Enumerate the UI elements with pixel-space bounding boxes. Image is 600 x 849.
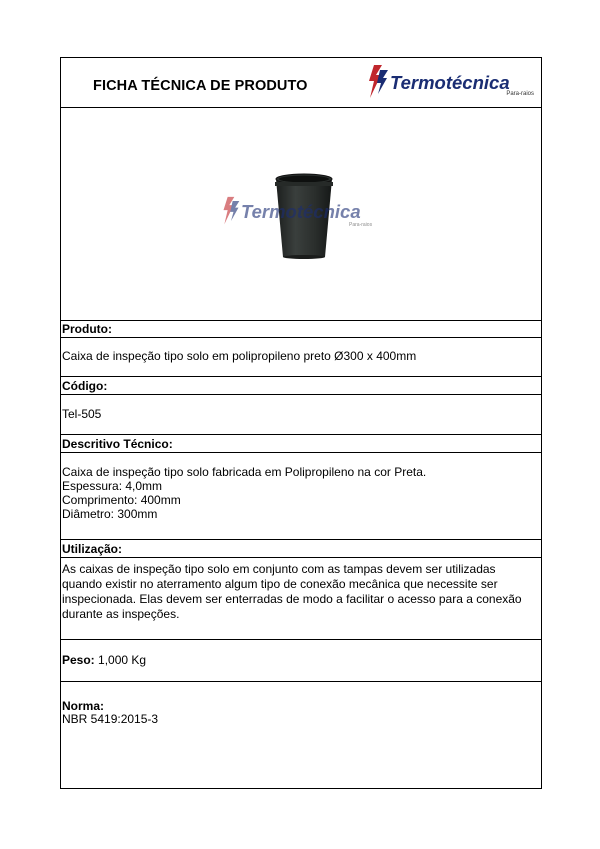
divider: [61, 557, 541, 558]
tech-line: Diâmetro: 300mm: [62, 507, 158, 521]
norm-label: Norma:: [62, 699, 105, 713]
page-title: FICHA TÉCNICA DE PRODUTO: [93, 78, 308, 94]
divider: [61, 681, 541, 682]
usage-line: inspecionada. Elas devem ser enterradas de modo a facilitar o acesso para a conexão: [62, 592, 522, 606]
norm-value: NBR 5419:2015-3: [62, 712, 159, 726]
divider: [61, 394, 541, 395]
product-photo: [61, 108, 541, 321]
logo-subtitle: Para-raios: [506, 91, 534, 97]
divider: [61, 434, 541, 435]
company-logo: [366, 62, 538, 102]
tech-line: Comprimento: 400mm: [62, 493, 181, 507]
tech-line: Espessura: 4,0mm: [62, 479, 163, 493]
tech-label: Descritivo Técnico:: [62, 437, 173, 451]
usage-label: Utilização:: [62, 542, 123, 556]
datasheet: [60, 57, 542, 789]
weight-row: [62, 654, 146, 668]
weight-value: 1,000 Kg: [98, 653, 147, 667]
divider: [61, 452, 541, 453]
header: [61, 58, 541, 108]
watermark-logo: [221, 196, 381, 232]
tech-line: Caixa de inspeção tipo solo fabricada em Polipropileno na cor Preta.: [62, 465, 427, 479]
watermark-name: Termotécnica: [241, 201, 361, 222]
usage-line: As caixas de inspeção tipo solo em conjunto com as tampas devem ser utilizadas: [62, 562, 496, 576]
product-label: Produto:: [62, 322, 112, 336]
logo-name: Termotécnica: [390, 72, 510, 93]
divider: [61, 337, 541, 338]
watermark-lightning-icon: [221, 196, 241, 226]
watermark-subtitle: Para-raios: [349, 222, 373, 228]
code-value: Tel-505: [62, 407, 102, 421]
usage-line: quando existir no aterramento algum tipo de conexão mecânica que necessite ser: [62, 577, 498, 591]
divider: [61, 639, 541, 640]
code-label: Código:: [62, 379, 108, 393]
divider: [61, 376, 541, 377]
product-value: Caixa de inspeção tipo solo em polipropileno preto Ø300 x 400mm: [62, 349, 417, 363]
divider: [61, 539, 541, 540]
usage-line: durante as inspeções.: [62, 607, 180, 621]
weight-label: Peso:: [62, 653, 95, 667]
lightning-logo-icon: [366, 64, 390, 100]
